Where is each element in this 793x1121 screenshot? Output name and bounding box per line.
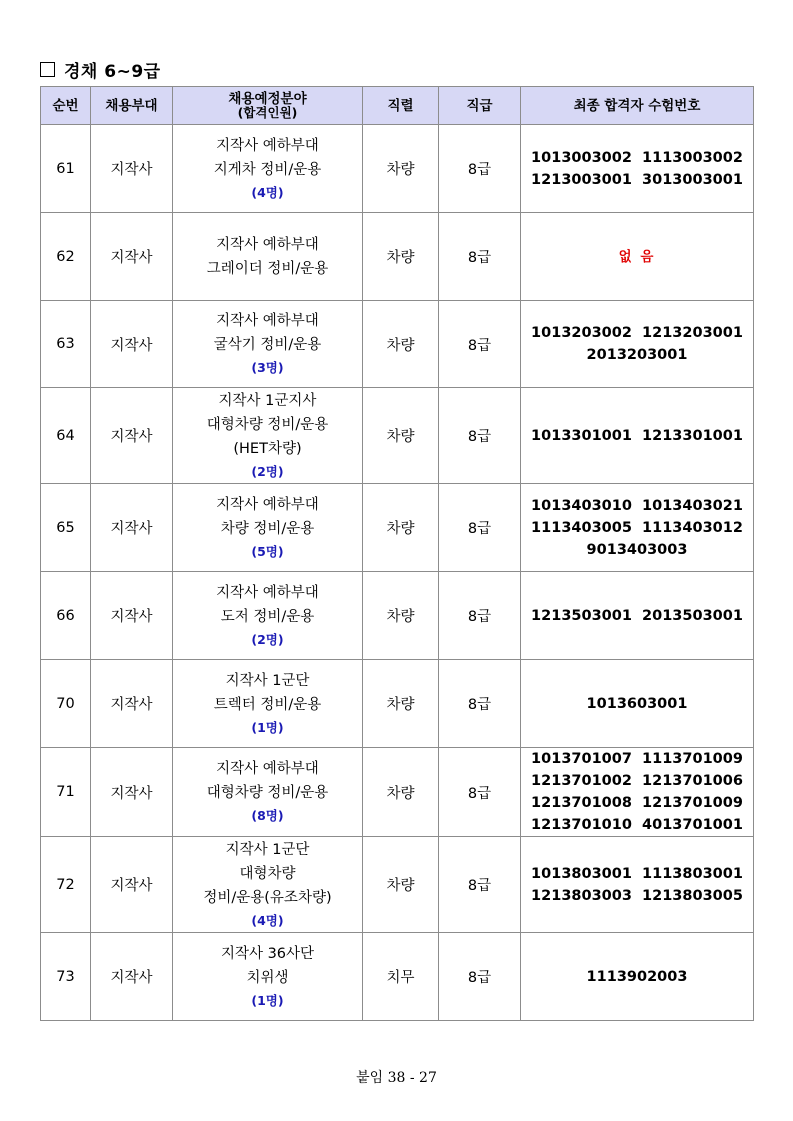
field-line: 차량 정비/운용	[220, 520, 315, 537]
table-header-row	[41, 87, 754, 125]
field-line: 지작사 예하부대	[216, 761, 319, 777]
field-line: 치위생	[246, 969, 289, 986]
cell-grade: 8급	[439, 125, 521, 213]
cell-numbers	[521, 388, 754, 484]
no-result-text: 없 음	[618, 248, 656, 265]
cell-series: 차량	[363, 125, 439, 213]
exam-number-line: 1013203002 1213203001	[531, 325, 743, 341]
pass-count: (5명)	[251, 543, 284, 559]
cell-seq: 64	[41, 388, 91, 484]
cell-seq: 72	[41, 837, 91, 933]
field-line: 지작사 예하부대	[216, 313, 319, 329]
exam-number-line: 2013203001	[586, 347, 688, 363]
exam-number-line: 1013803001 1113803001	[531, 865, 743, 882]
cell-series: 차량	[363, 388, 439, 484]
table-row	[41, 748, 754, 837]
field-line: 굴삭기 정비/운용	[213, 337, 322, 353]
cell-seq: 70	[41, 660, 91, 748]
cell-numbers	[521, 660, 754, 748]
header-field-main: 채용예정분야	[228, 90, 307, 107]
field-line: 대형차량 정비/운용	[206, 785, 329, 801]
cell-seq: 66	[41, 572, 91, 660]
cell-field	[173, 933, 363, 1021]
cell-grade: 8급	[439, 213, 521, 301]
table-row	[41, 660, 754, 748]
pass-count: (1명)	[251, 992, 284, 1008]
cell-field	[173, 572, 363, 660]
section-heading	[40, 57, 161, 82]
field-line: 그레이더 정비/운용	[206, 260, 329, 277]
exam-number-line: 1013403010 1013403021	[531, 497, 743, 514]
cell-unit: 지작사	[91, 484, 173, 572]
cell-series: 차량	[363, 837, 439, 933]
cell-seq: 73	[41, 933, 91, 1021]
cell-numbers	[521, 213, 754, 301]
section-title: 경채 6~9급	[64, 62, 161, 82]
cell-series: 차량	[363, 301, 439, 388]
header-field-sub: (합격인원)	[237, 104, 298, 120]
page-footer: 붙임 38 - 27	[356, 1070, 437, 1086]
table-row	[41, 837, 754, 933]
field-line: 지작사 예하부대	[216, 584, 319, 601]
cell-grade: 8급	[439, 837, 521, 933]
cell-grade: 8급	[439, 933, 521, 1021]
cell-field	[173, 484, 363, 572]
cell-unit: 지작사	[91, 388, 173, 484]
field-line: 지작사 1군단	[225, 841, 310, 858]
cell-unit: 지작사	[91, 301, 173, 388]
cell-field	[173, 748, 363, 837]
header-seq: 순번	[41, 87, 91, 125]
field-line: 지작사 예하부대	[216, 236, 319, 253]
cell-seq: 71	[41, 748, 91, 837]
exam-number-line: 1213003001 3013003001	[531, 171, 743, 188]
table-row	[41, 125, 754, 213]
cell-seq: 65	[41, 484, 91, 572]
cell-seq: 61	[41, 125, 91, 213]
table-row	[41, 388, 754, 484]
field-line: 정비/운용(유조차량)	[203, 889, 332, 906]
cell-seq: 63	[41, 301, 91, 388]
exam-number-line: 1213701010 4013701001	[531, 817, 743, 833]
cell-grade: 8급	[439, 748, 521, 837]
pass-count: (2명)	[251, 463, 284, 479]
cell-series: 치무	[363, 933, 439, 1021]
exam-number-line: 1213503001 2013503001	[531, 607, 743, 624]
cell-field	[173, 125, 363, 213]
table-row	[41, 213, 754, 301]
field-line: (HET차량)	[233, 440, 302, 457]
pass-count: (2명)	[251, 631, 284, 647]
cell-grade: 8급	[439, 388, 521, 484]
exam-number-line: 1013301001 1213301001	[531, 427, 743, 444]
cell-numbers	[521, 301, 754, 388]
cell-field	[173, 213, 363, 301]
cell-numbers	[521, 748, 754, 837]
cell-field	[173, 837, 363, 933]
cell-grade: 8급	[439, 572, 521, 660]
field-line: 지작사 예하부대	[216, 137, 319, 154]
cell-unit: 지작사	[91, 572, 173, 660]
table-row	[41, 484, 754, 572]
field-line: 지작사 예하부대	[216, 496, 319, 513]
cell-seq: 62	[41, 213, 91, 301]
header-numbers: 최종 합격자 수험번호	[521, 87, 754, 125]
field-line: 지작사 36사단	[220, 945, 315, 962]
cell-unit: 지작사	[91, 660, 173, 748]
header-unit: 채용부대	[91, 87, 173, 125]
cell-numbers	[521, 484, 754, 572]
pass-count: (8명)	[251, 808, 284, 823]
field-line: 대형차량 정비/운용	[206, 416, 329, 433]
cell-numbers	[521, 572, 754, 660]
exam-number-line: 1013003002 1113003002	[531, 149, 743, 166]
cell-numbers	[521, 933, 754, 1021]
cell-numbers	[521, 837, 754, 933]
cell-series: 차량	[363, 484, 439, 572]
field-line: 지작사 1군단	[225, 672, 310, 689]
pass-count: (4명)	[251, 912, 284, 928]
cell-series: 차량	[363, 213, 439, 301]
cell-grade: 8급	[439, 660, 521, 748]
cell-numbers	[521, 125, 754, 213]
exam-number-line: 1213803003 1213803005	[531, 887, 743, 904]
exam-number-line: 9013403003	[586, 541, 688, 558]
cell-unit: 지작사	[91, 837, 173, 933]
cell-grade: 8급	[439, 301, 521, 388]
table-row	[41, 301, 754, 388]
pass-count: (3명)	[251, 360, 284, 375]
cell-unit: 지작사	[91, 933, 173, 1021]
exam-number-line: 1013701007 1113701009	[531, 751, 743, 767]
checkbox-icon	[40, 62, 55, 77]
cell-series: 차량	[363, 748, 439, 837]
cell-series: 차량	[363, 572, 439, 660]
field-line: 지작사 1군지사	[218, 392, 317, 409]
cell-grade: 8급	[439, 484, 521, 572]
header-grade: 직급	[439, 87, 521, 125]
exam-number-line: 1113902003	[586, 968, 688, 985]
cell-series: 차량	[363, 660, 439, 748]
exam-number-line: 1213701002 1213701006	[531, 773, 743, 789]
cell-field	[173, 301, 363, 388]
table-row	[41, 572, 754, 660]
cell-unit: 지작사	[91, 748, 173, 837]
exam-number-line: 1213701008 1213701009	[531, 795, 743, 811]
table-body	[41, 125, 754, 1021]
exam-number-line: 1013603001	[586, 695, 688, 712]
table-row	[41, 933, 754, 1021]
field-line: 대형차량	[239, 865, 296, 882]
exam-number-line: 1113403005 1113403012	[531, 519, 743, 536]
cell-unit: 지작사	[91, 213, 173, 301]
field-line: 도저 정비/운용	[220, 608, 315, 625]
header-field	[173, 87, 363, 125]
cell-field	[173, 660, 363, 748]
pass-count: (4명)	[251, 184, 284, 200]
field-line: 트렉터 정비/운용	[213, 696, 322, 713]
field-line: 지게차 정비/운용	[213, 161, 322, 178]
cell-unit: 지작사	[91, 125, 173, 213]
cell-field	[173, 388, 363, 484]
pass-count: (1명)	[251, 719, 284, 735]
results-table	[40, 86, 754, 1021]
header-series: 직렬	[363, 87, 439, 125]
